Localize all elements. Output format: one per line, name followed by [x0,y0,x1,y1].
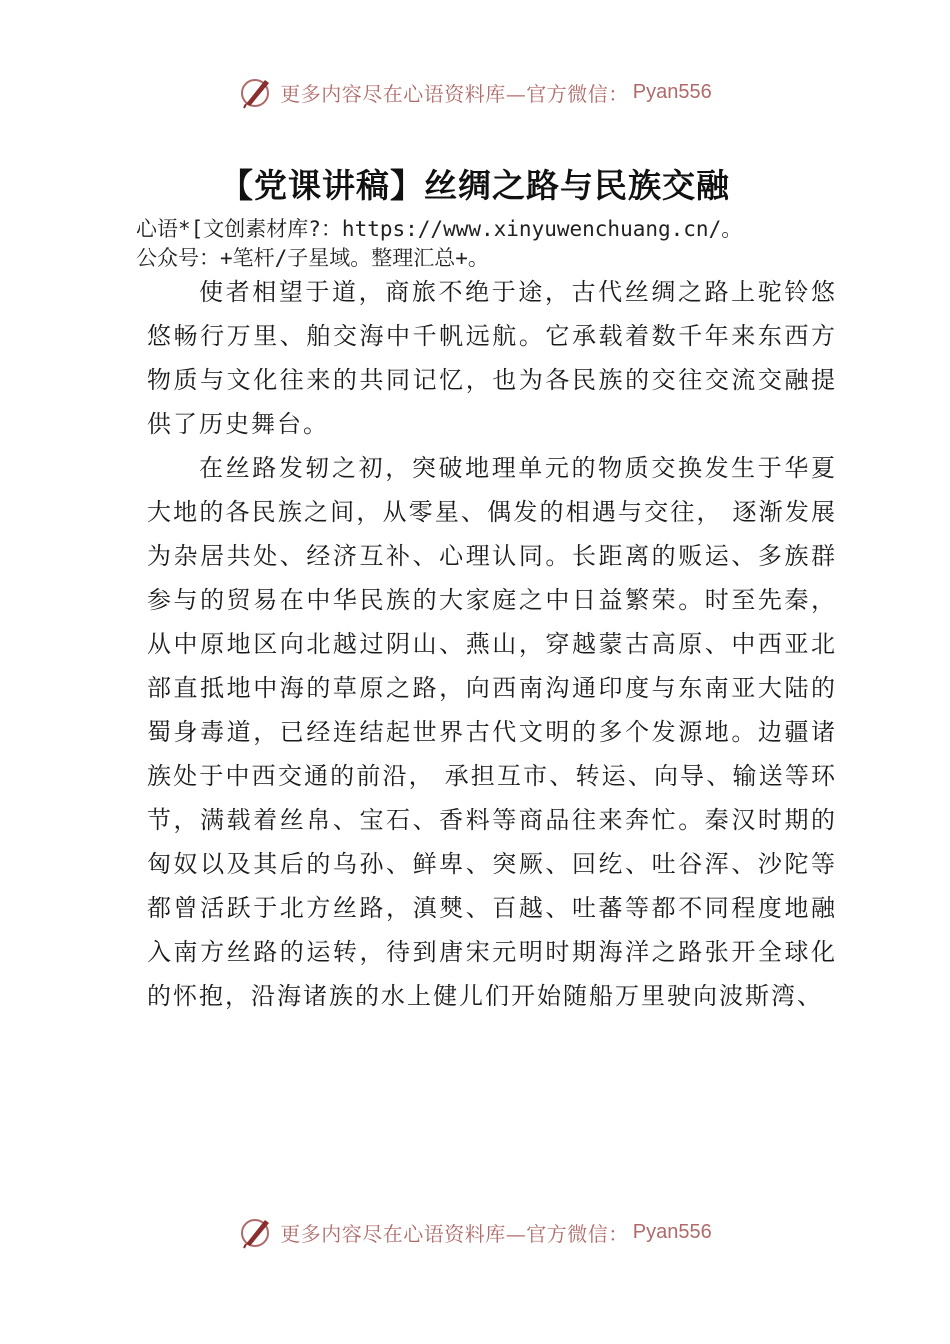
source-line-2: 公众号：+笔杆/子星域。整理汇总+。 [136,246,489,270]
paragraph-1: 使者相望于道，商旅不绝于途，古代丝绸之路上驼铃悠悠畅行万里、舶交海中千帆远航。它承载着数千年来东西方物质与文化往来的共同记忆，也为各民族的交往交流交融提供了历史舞台。 [147,278,837,438]
quill-pen-logo-icon [238,74,274,110]
banner-wechat-id: Pyan556 [632,1220,712,1243]
source-line-1: 心语*[文创素材库?：https://www.xinyuwenchuang.cn/。 [136,217,743,241]
page-title: 【党课讲稿】丝绸之路与民族交融 [220,166,730,205]
banner-wechat-id: Pyan556 [632,80,712,103]
paragraph-2: 在丝路发轫之初，突破地理单元的物质交换发生于华夏大地的各民族之间，从零星、偶发的相遇与交往， 逐渐发展为杂居共处、经济互补、心理认同。长距离的贩运、多族群参与的贸易在中华民族的大家庭之中日益繁荣。时至先秦，从中原地区向北越过阴山、燕山，穿越蒙古高原、中西亚北部直抵地中海的草原之路，向西南沟通印度与东南亚大陆的蜀身毒道，已经连结起世界古代文明的多个发源地。边疆诸族处于中西交通的前沿， 承担互市、转运、向导、输送等环节，满载着丝帛、宝石、香料等商品往来奔忙。秦汉时期的匈奴以及其后的乌孙、鲜卑、突厥、回纥、吐谷浑、沙陀等都曾活跃于北方丝路，滇僰、百越、吐蕃等都不同程度地融入南方丝路的运转，待到唐宋元明时期海洋之路张开全球化的怀抱，沿海诸族的水上健儿们开始随船万里驶向波斯湾、 [147,454,837,1010]
header-banner [0,70,950,114]
banner-text: 更多内容尽在心语资料库—官方微信： [280,81,629,106]
quill-pen-logo-icon [238,1214,274,1250]
footer-banner [0,1210,950,1254]
banner-text: 更多内容尽在心语资料库—官方微信： [280,1221,629,1246]
